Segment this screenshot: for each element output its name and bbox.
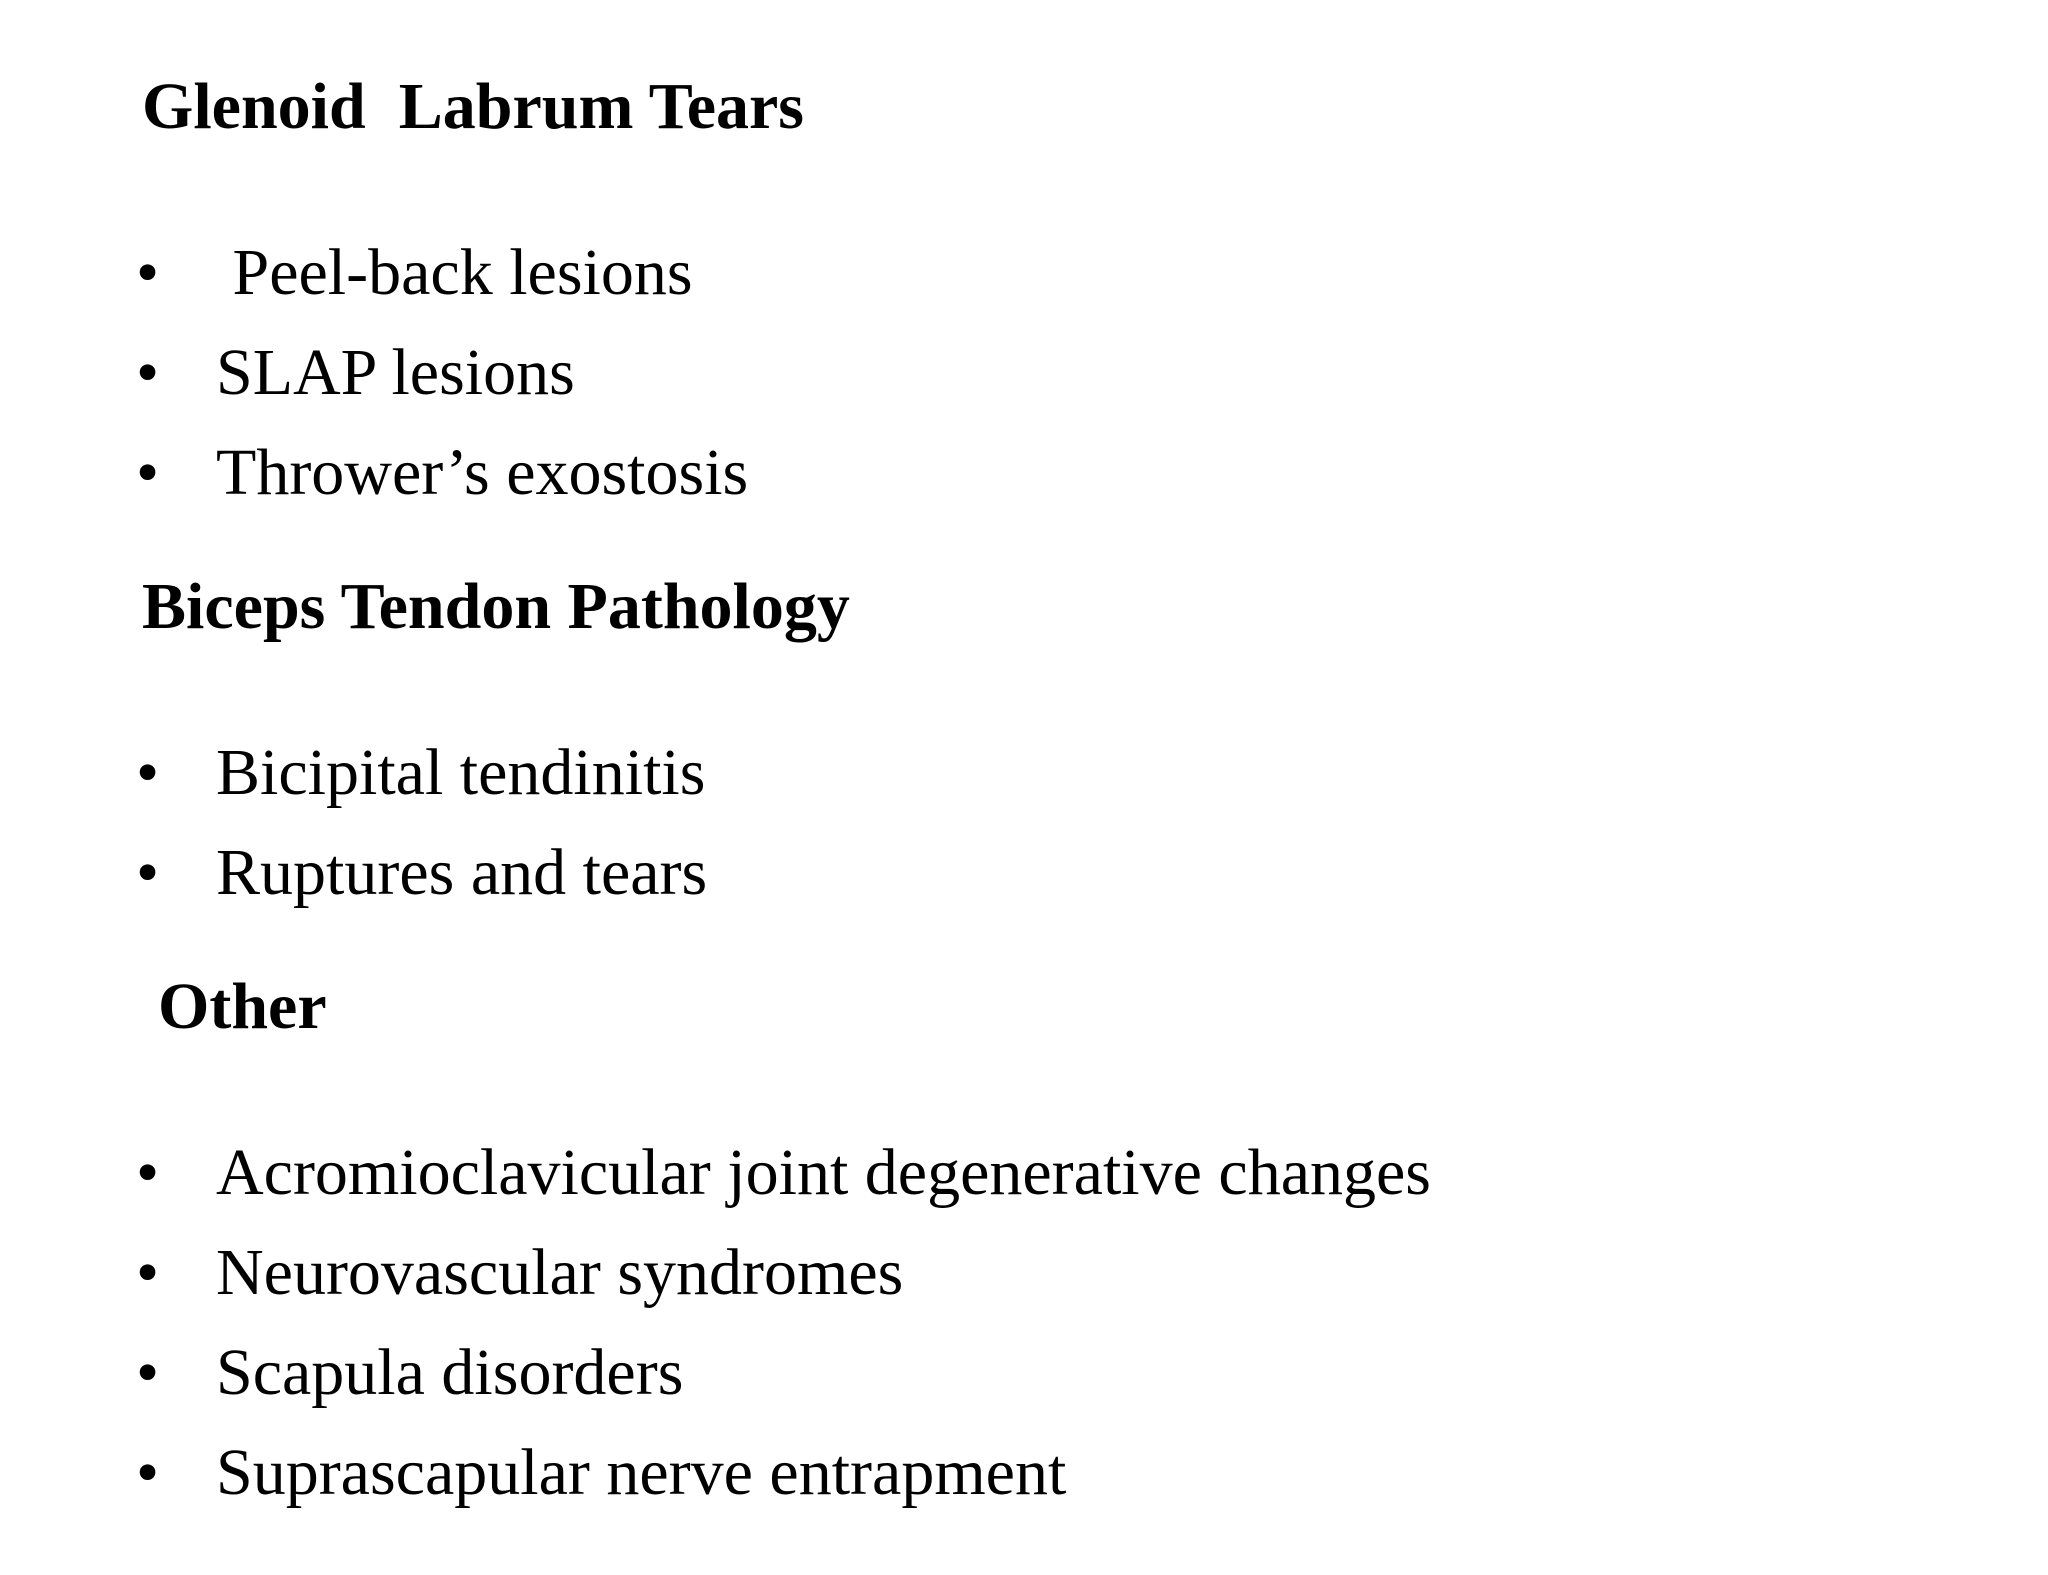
section-heading-other: Other: [158, 970, 327, 1043]
list-item-text: Acromioclavicular joint degenerative changes: [216, 1136, 1431, 1209]
list-item: [70, 1374, 1066, 1572]
bullet-icon: •: [136, 1436, 160, 1509]
list-item-text: Neurovascular syndromes: [216, 1236, 904, 1309]
bullet-icon: •: [136, 336, 160, 409]
bullet-icon: •: [136, 736, 160, 809]
list-item-text: Bicipital tendinitis: [216, 736, 706, 809]
bullet-icon: •: [136, 1336, 160, 1409]
section-heading-glenoid-labrum-tears: Glenoid Labrum Tears: [142, 70, 804, 143]
list-item-text: Suprascapular nerve entrapment: [216, 1436, 1067, 1509]
list-item-text: Scapula disorders: [216, 1336, 684, 1409]
list-item-text: Thrower’s exostosis: [216, 436, 749, 509]
bullet-icon: •: [136, 1236, 160, 1309]
bullet-icon: •: [136, 836, 160, 909]
list-item-text: Ruptures and tears: [216, 836, 708, 909]
list-item-text: SLAP lesions: [216, 336, 575, 409]
list-item: [70, 374, 748, 572]
bullet-icon: •: [136, 436, 160, 509]
list-item: [70, 774, 707, 972]
bullet-icon: •: [136, 236, 160, 309]
section-heading-biceps-tendon-pathology: Biceps Tendon Pathology: [142, 570, 850, 643]
list-item-text: Peel-back lesions: [216, 236, 693, 309]
bullet-icon: •: [136, 1136, 160, 1209]
